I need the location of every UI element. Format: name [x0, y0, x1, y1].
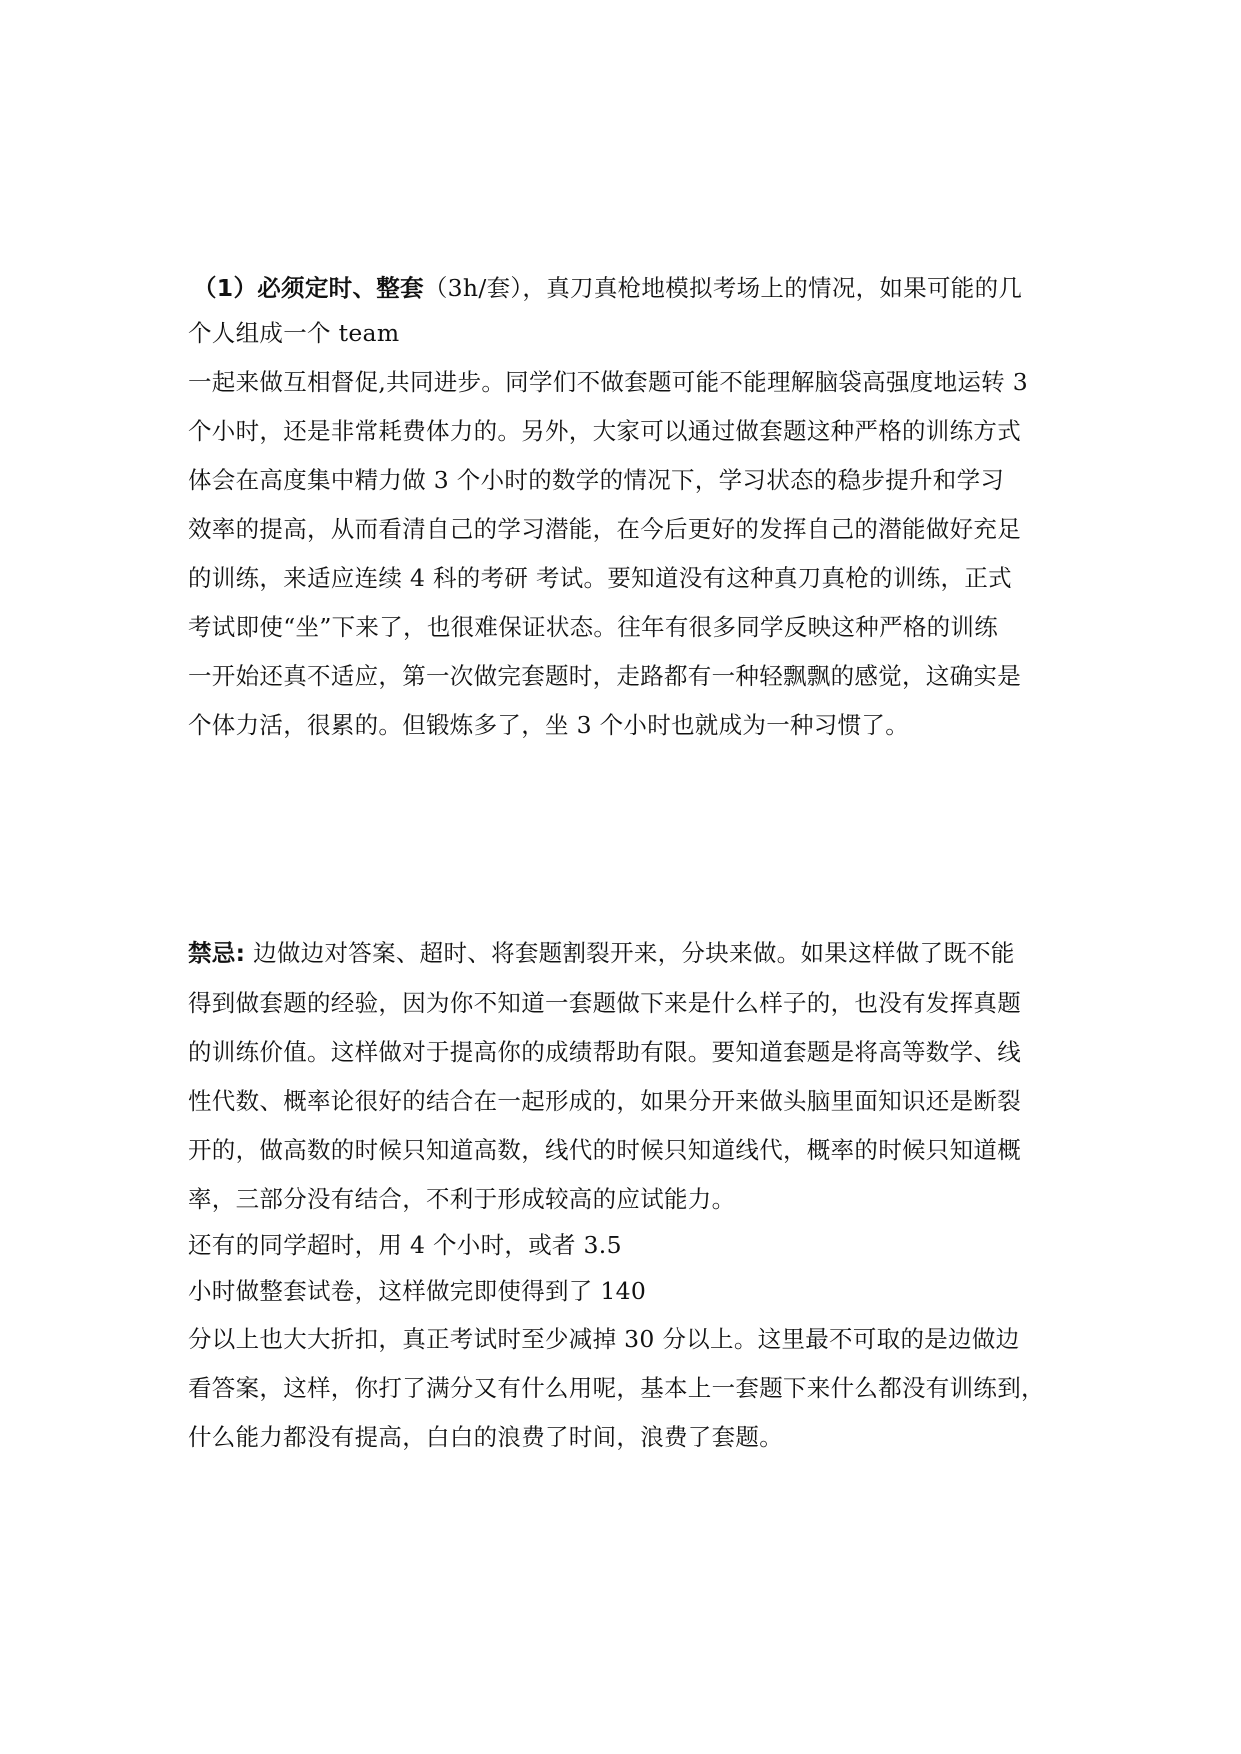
section1-heading	[193, 268, 1061, 308]
section2-line: 率，三部分没有结合，不利于形成较高的应试能力。	[188, 1185, 736, 1213]
section1-line: 效率的提高，从而看清自己的学习潜能，在今后更好的发挥自己的潜能做好充足	[188, 515, 1021, 543]
section1-line: 个体力活，很累的。但锻炼多了，坐 3 个小时也就成为一种习惯了。	[188, 711, 909, 739]
section2-first-line	[188, 933, 1056, 973]
section1-heading-rest: （3h/套），真刀真枪地模拟考场上的情况，如果可能的几	[423, 274, 1023, 302]
section2-line: 分以上也大大折扣，真正考试时至少减掉 30 分以上。这里最不可取的是边做边	[188, 1325, 1020, 1353]
section2-line: 看答案，这样，你打了满分又有什么用呢，基本上一套题下来什么都没有训练到，	[188, 1374, 1045, 1402]
section2-line: 性代数、概率论很好的结合在一起形成的，如果分开来做头脑里面知识还是断裂	[188, 1087, 1021, 1115]
section2-line: 什么能力都没有提高，白白的浪费了时间，浪费了套题。	[188, 1423, 783, 1451]
section1-line: 个人组成一个 team	[188, 319, 400, 347]
section2-line: 开的，做高数的时候只知道高数，线代的时候只知道线代，概率的时候只知道概	[188, 1136, 1021, 1164]
section2-line: 的训练价值。这样做对于提高你的成绩帮助有限。要知道套题是将高等数学、线	[188, 1038, 1021, 1066]
section1-line: 一开始还真不适应，第一次做完套题时，走路都有一种轻飘飘的感觉，这确实是	[188, 662, 1021, 690]
section2-line: 还有的同学超时，用 4 个小时，或者 3.5	[188, 1231, 622, 1259]
section1-line: 体会在高度集中精力做 3 个小时的数学的情况下，学习状态的稳步提升和学习	[188, 466, 1005, 494]
section2-first-rest: 边做边对答案、超时、将套题割裂开来，分块来做。如果这样做了既不能	[245, 939, 1015, 967]
section1-line: 一起来做互相督促,共同进步。同学们不做套题可能不能理解脑袋高强度地运转 3	[188, 368, 1028, 396]
section1-line: 的训练，来适应连续 4 科的考研 考试。要知道没有这种真刀真枪的训练，正式	[188, 564, 1012, 592]
section2-line: 得到做套题的经验，因为你不知道一套题做下来是什么样子的，也没有发挥真题	[188, 989, 1021, 1017]
section2-line: 小时做整套试卷，这样做完即使得到了 140	[188, 1277, 647, 1305]
section1-line: 个小时，还是非常耗费体力的。另外，大家可以通过做套题这种严格的训练方式	[188, 417, 1021, 445]
section1-heading-bold: （1）必须定时、整套	[193, 274, 424, 302]
section2-label: 禁忌:	[188, 939, 246, 967]
section1-line: 考试即使“坐”下来了，也很难保证状态。往年有很多同学反映这种严格的训练	[188, 613, 999, 641]
